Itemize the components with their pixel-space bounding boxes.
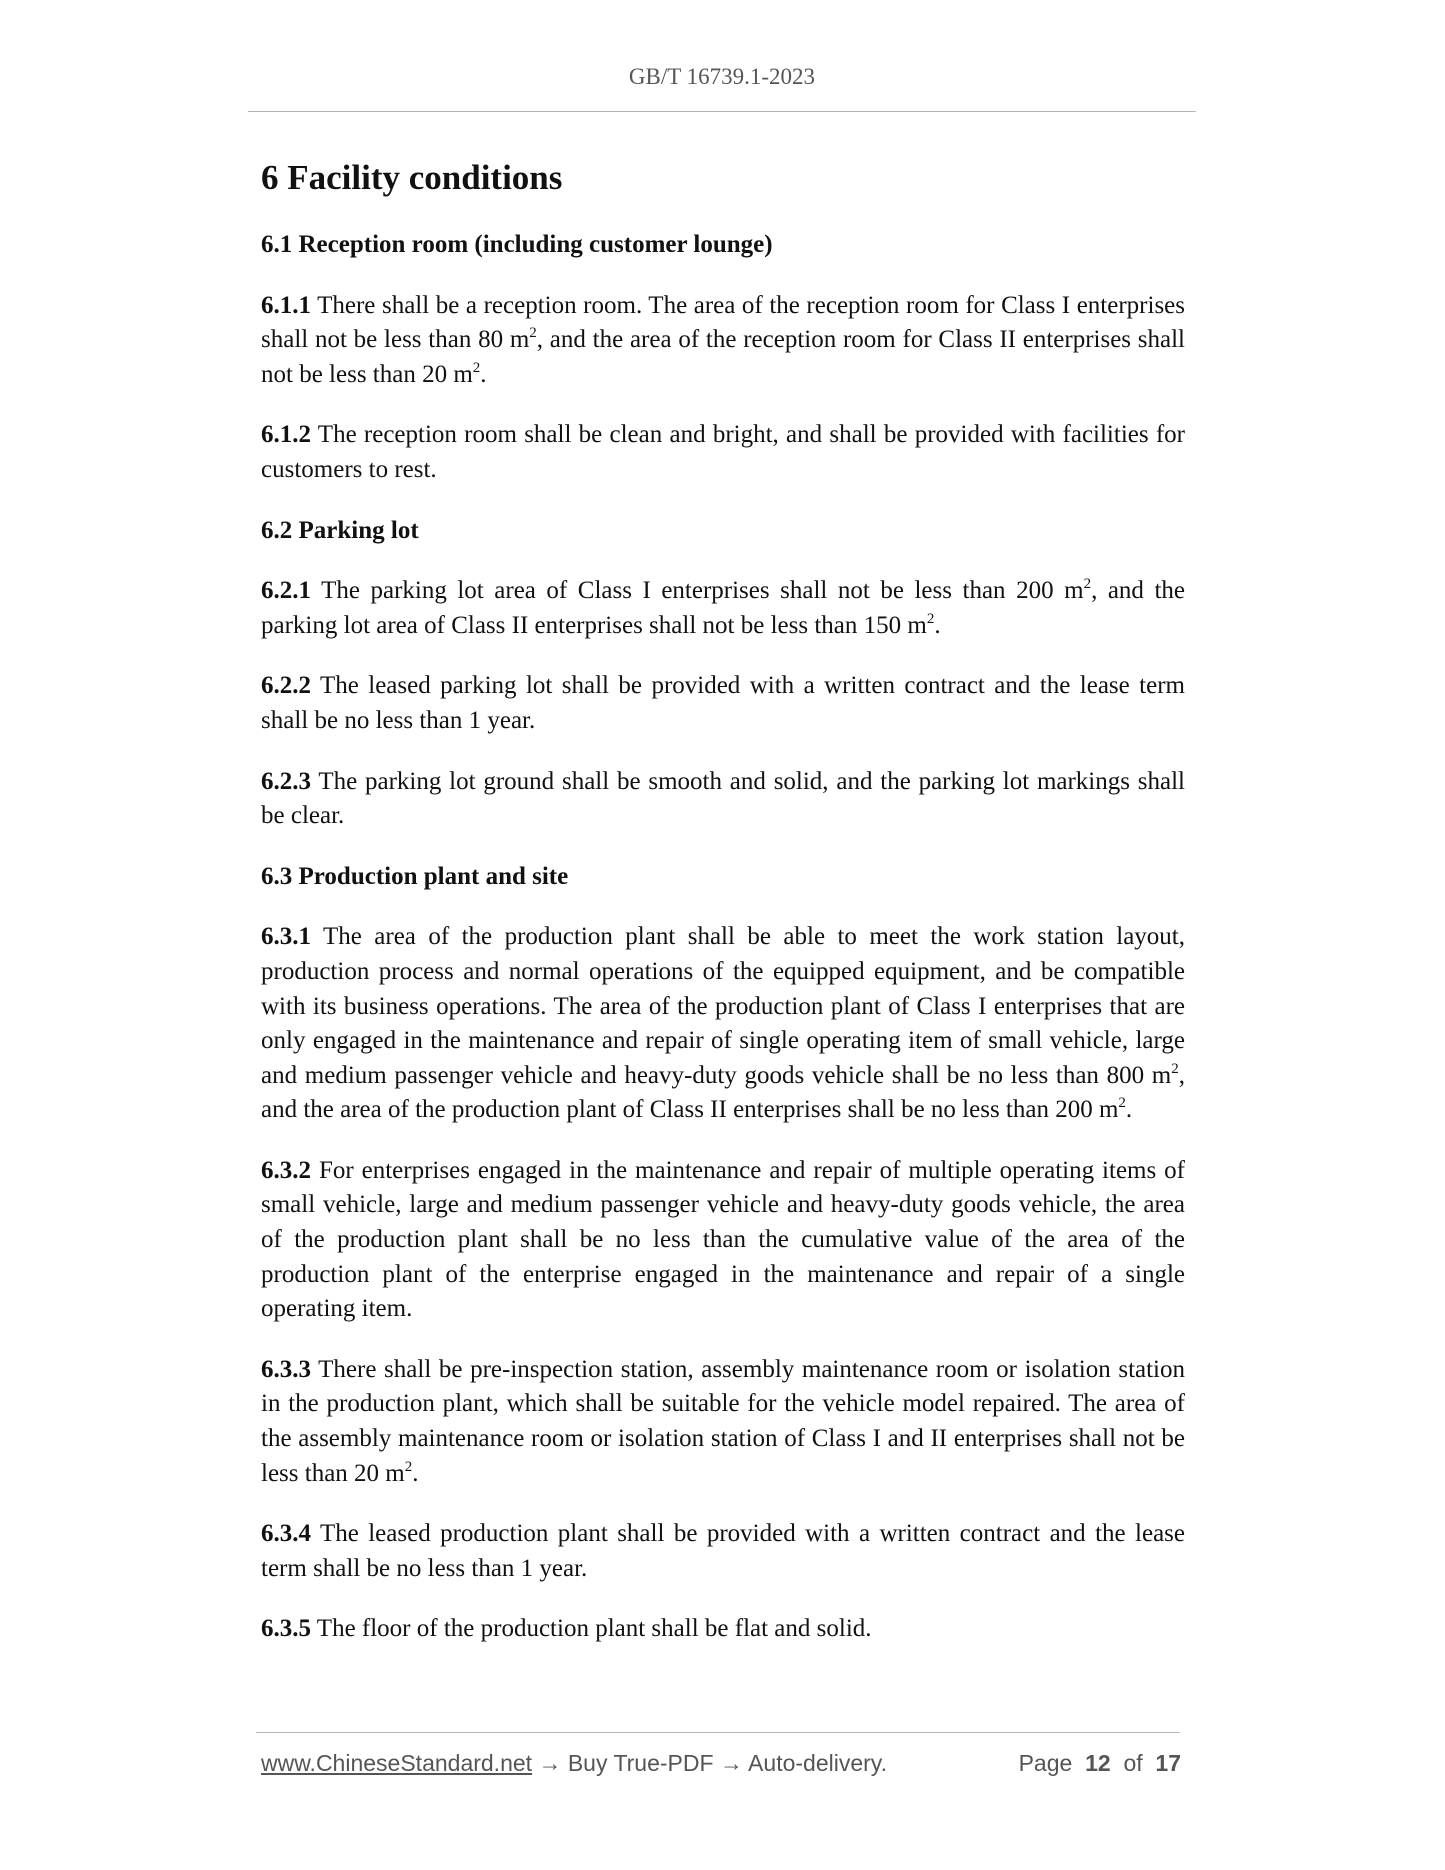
superscript: 2 [1118,1095,1126,1112]
clause-6-1-2 [261,418,1185,487]
clause-text: The reception room shall be clean and bright, and shall be provided with facilities for customers to rest. [261,421,1185,483]
section-title: 6 Facility conditions [261,158,563,197]
clause-text: . [480,360,487,388]
clause-number: 6.1.2 [261,421,311,449]
subsection-title-6-2: 6.2 Parking lot [261,516,419,544]
clause-text: . [412,1459,419,1487]
clause-text: For enterprises engaged in the maintenance and repair of multiple operating items of small vehicle, large and medium passenger vehicle and heavy-duty goods vehicle, the area of the production plant shall be no less than the cumulative value of the area of the production plant of the enterprise engaged in the maintenance and repair of a single operating item. [261,1156,1185,1323]
clause-text: The floor of the production plant shall be flat and solid. [311,1615,872,1643]
clause-6-1-1 [261,289,1185,393]
clause-number: 6.2.2 [261,672,311,700]
clause-text: , and the parking lot area of Class II enterprises shall not be less than 150 m [261,577,1186,639]
subsection-title-6-3: 6.3 Production plant and site [261,862,569,890]
footer-promo [261,1750,887,1777]
clause-text: The leased production plant shall be provided with a written contract and the lease term shall be no less than 1 year. [261,1520,1185,1582]
clause-number: 6.2.1 [261,577,311,605]
clause-text: The parking lot area of Class I enterprises shall not be less than 200 m [311,577,1084,605]
clause-number: 6.1.1 [261,291,311,319]
page-header: GB/T 16739.1-2023 [628,64,816,89]
page-footer [261,1750,1181,1782]
clause-text: There shall be pre-inspection station, assembly maintenance room or isolation station in the production plant, which shall be suitable for the vehicle model repaired. The area of the assembly maintenance room or isolation station of Class I and II enterprises shall not be less than 20 m [261,1355,1185,1487]
clause-text: , and the area of the production plant of Class II enterprises shall be no less than 200 m [261,1061,1185,1124]
subsection-title-6-1: 6.1 Reception room (including customer lounge) [261,231,773,258]
of-label: of [1123,1750,1143,1776]
page-body [261,150,1185,1673]
superscript: 2 [472,359,481,376]
page-label: Page [1018,1750,1073,1776]
footer-promo-text: → Buy True-PDF → Auto-delivery. [532,1750,887,1776]
page-indicator [1019,1750,1181,1777]
clause-text: The parking lot ground shall be smooth and solid, and the parking lot markings shall be clear. [261,767,1185,830]
clause-6-3-3 [261,1353,1185,1491]
header-divider [248,111,1196,112]
clause-number: 6.3.5 [261,1615,311,1643]
footer-divider [256,1732,1180,1733]
clause-number: 6.3.2 [261,1156,311,1184]
clause-number: 6.3.1 [261,923,311,951]
clause-6-3-5 [261,1612,1185,1647]
superscript: 2 [926,610,935,627]
clause-6-2-1 [261,574,1185,643]
clause-text: The area of the production plant shall be able to meet the work station layout, production process and normal operations of the equipped equipment, and be compatible with its business operations. The area of the production plant of Class I enterprises that are only engaged in the maintenance and repair of single operating item of small vehicle, large and medium passenger vehicle and heavy-duty goods vehicle shall be no less than 800 m [261,923,1185,1089]
clause-text: . [934,611,941,639]
clause-6-2-2 [261,669,1185,738]
clause-text: . [1125,1096,1133,1124]
superscript: 2 [404,1458,413,1475]
clause-6-2-3 [261,765,1185,834]
clause-number: 6.2.3 [261,767,311,795]
clause-6-3-2 [261,1154,1185,1327]
current-page-number: 12 [1085,1750,1111,1776]
website-link[interactable]: www.ChineseStandard.net [261,1750,533,1776]
clause-number: 6.3.4 [261,1520,311,1548]
clause-number: 6.3.3 [261,1355,311,1383]
clause-6-3-1 [261,920,1185,1128]
clause-text: , and the area of the reception room for Class II enterprises shall not be less than 20 m [261,326,1185,388]
clause-text: The leased parking lot shall be provided with a written contract and the lease term shall be no less than 1 year. [261,672,1185,734]
total-pages: 17 [1155,1750,1181,1776]
superscript: 2 [1083,576,1092,593]
clause-6-3-4 [261,1517,1185,1586]
superscript: 2 [1171,1060,1179,1077]
clause-text: There shall be a reception room. The area of the reception room for Class I enterprises shall not be less than 80 m [261,291,1185,354]
superscript: 2 [529,325,537,342]
